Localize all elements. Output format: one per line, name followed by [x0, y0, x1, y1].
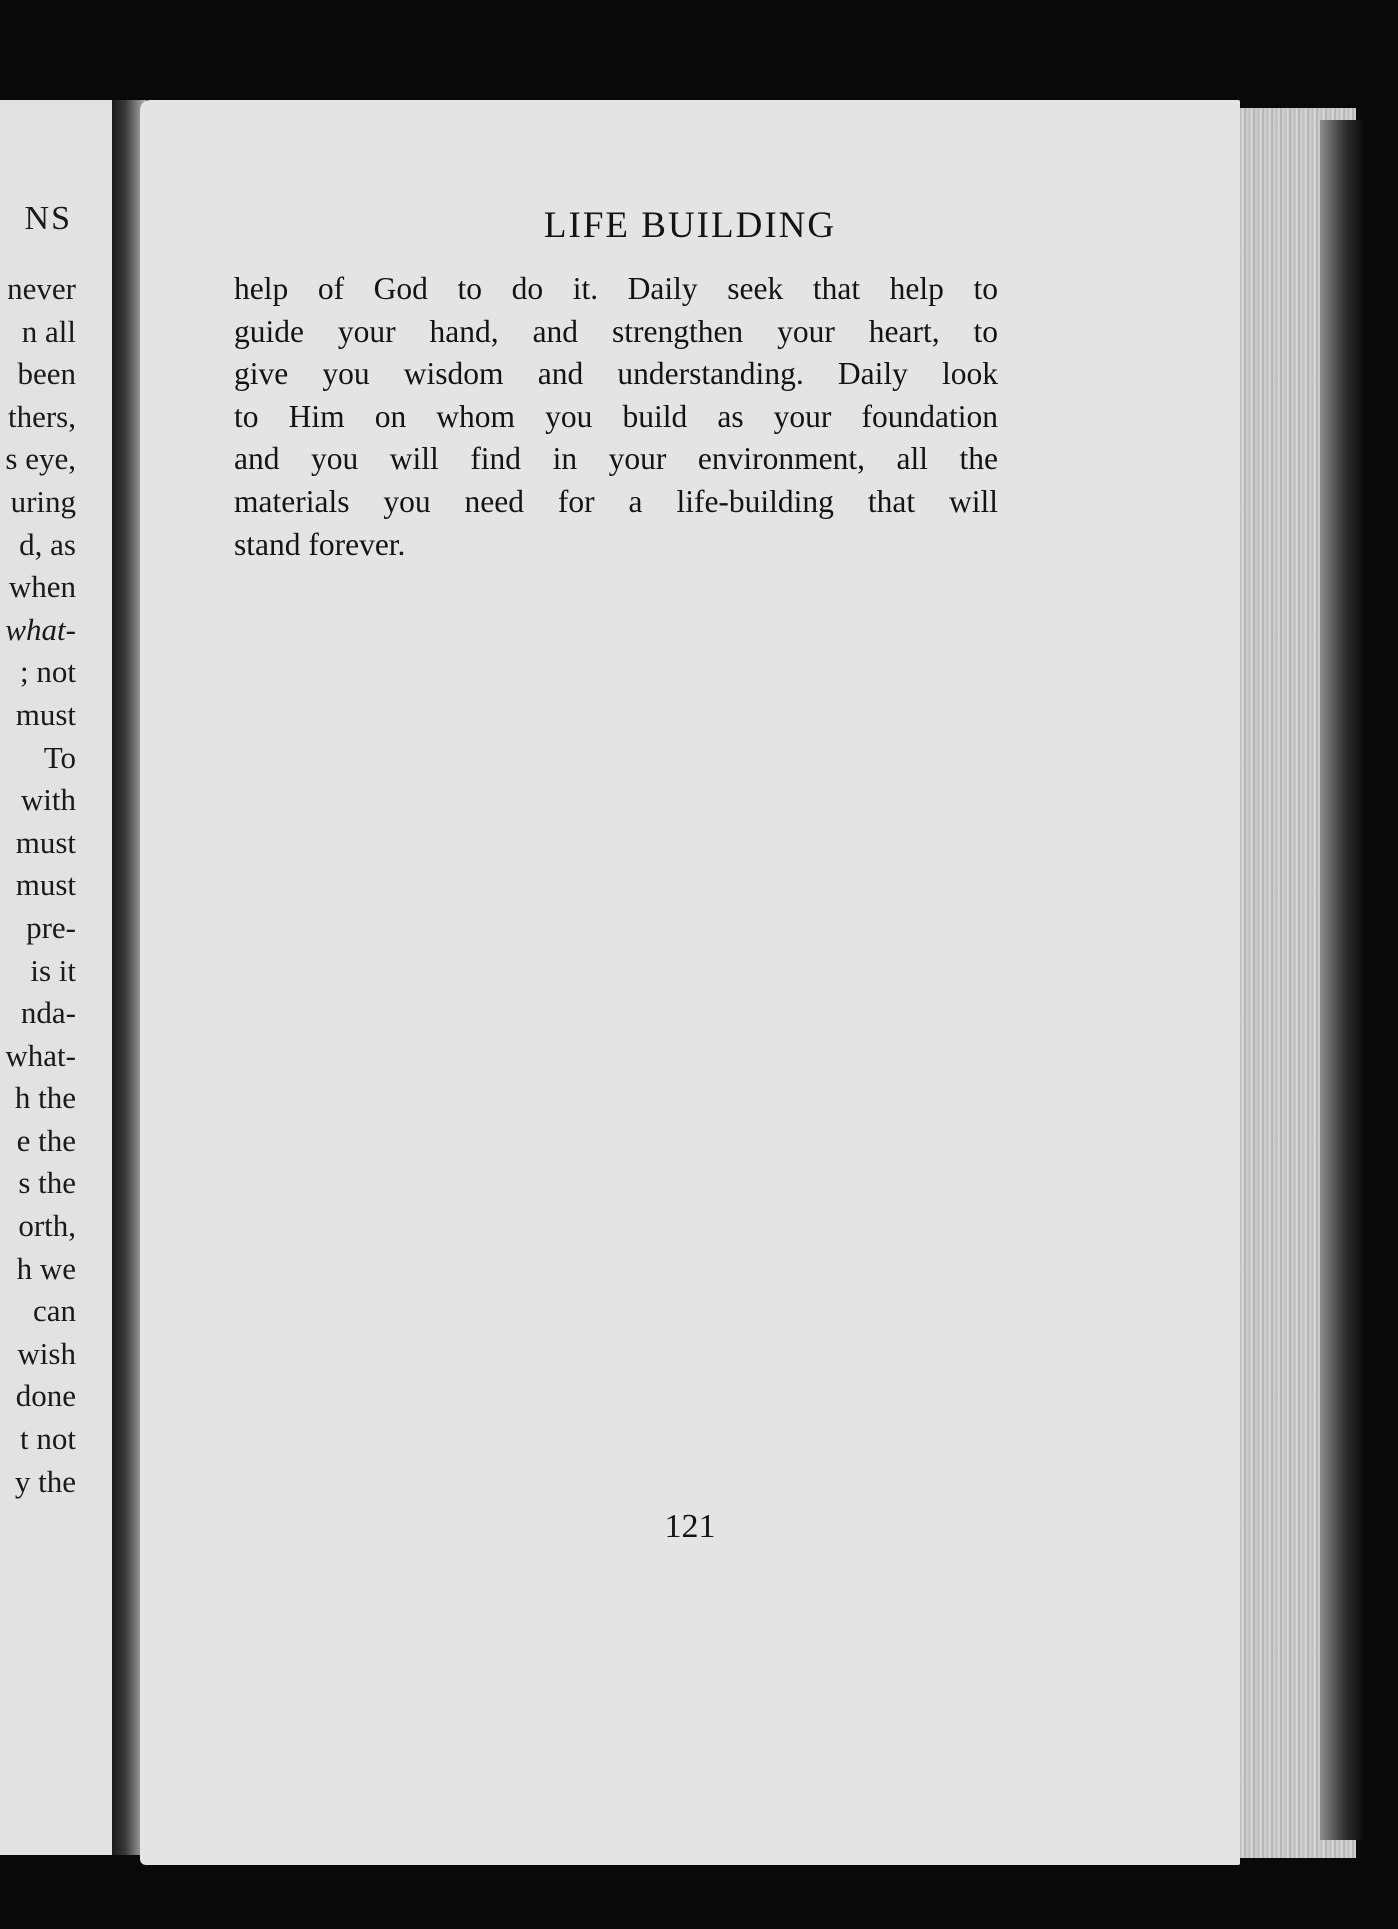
left-line: can [32, 1293, 76, 1329]
left-line: uring [10, 483, 76, 519]
left-line: orth, [18, 1208, 76, 1244]
left-line [5, 609, 76, 652]
running-head: LIFE BUILDING [543, 205, 837, 246]
body-line: stand forever. [234, 526, 406, 562]
body-line: and you will find in your environment, all the [234, 441, 998, 477]
left-line: e the [16, 1122, 76, 1158]
page-number: 121 [664, 1508, 716, 1545]
body-line: materials you need for a life-building that will [234, 483, 998, 519]
left-line: To [43, 739, 76, 775]
left-line: nda- [20, 995, 76, 1031]
left-line: pre- [26, 909, 76, 945]
left-line: s eye, [5, 441, 76, 477]
left-line: what- [5, 1037, 76, 1073]
left-line: must [15, 824, 76, 860]
left-line: s the [18, 1165, 76, 1201]
left-line: must [15, 696, 76, 732]
left-page-text-fragments [5, 268, 76, 1503]
left-line: never [7, 271, 76, 306]
left-line: ; not [20, 654, 76, 690]
left-line: t not [20, 1421, 76, 1457]
body-line: give you wisdom and understanding. Daily look [234, 356, 998, 392]
left-line: wish [17, 1335, 76, 1371]
left-line: been [17, 356, 76, 392]
body-line: to Him on whom you build as your foundation [234, 398, 998, 434]
left-line: must [15, 867, 76, 903]
left-line: done [15, 1378, 76, 1414]
left-line: with [20, 782, 76, 818]
body-line: guide your hand, and strengthen your heart, to [234, 313, 998, 349]
left-line: n all [21, 313, 76, 349]
left-line-italic: what- [5, 611, 76, 647]
left-line: d, as [19, 526, 76, 562]
left-line: h the [14, 1080, 76, 1116]
body-paragraph [234, 268, 998, 566]
right-page [140, 100, 1240, 1865]
left-line: y the [14, 1463, 76, 1499]
body-line: help of God to do it. Daily seek that help to [234, 271, 998, 306]
left-page-running-head-fragment: NS [24, 200, 72, 237]
page-block-shadow [1320, 120, 1364, 1840]
left-line: is it [30, 952, 76, 988]
left-line: h we [16, 1250, 76, 1286]
left-line: when [8, 569, 76, 605]
left-line: thers, [7, 398, 76, 434]
left-page [0, 100, 130, 1855]
